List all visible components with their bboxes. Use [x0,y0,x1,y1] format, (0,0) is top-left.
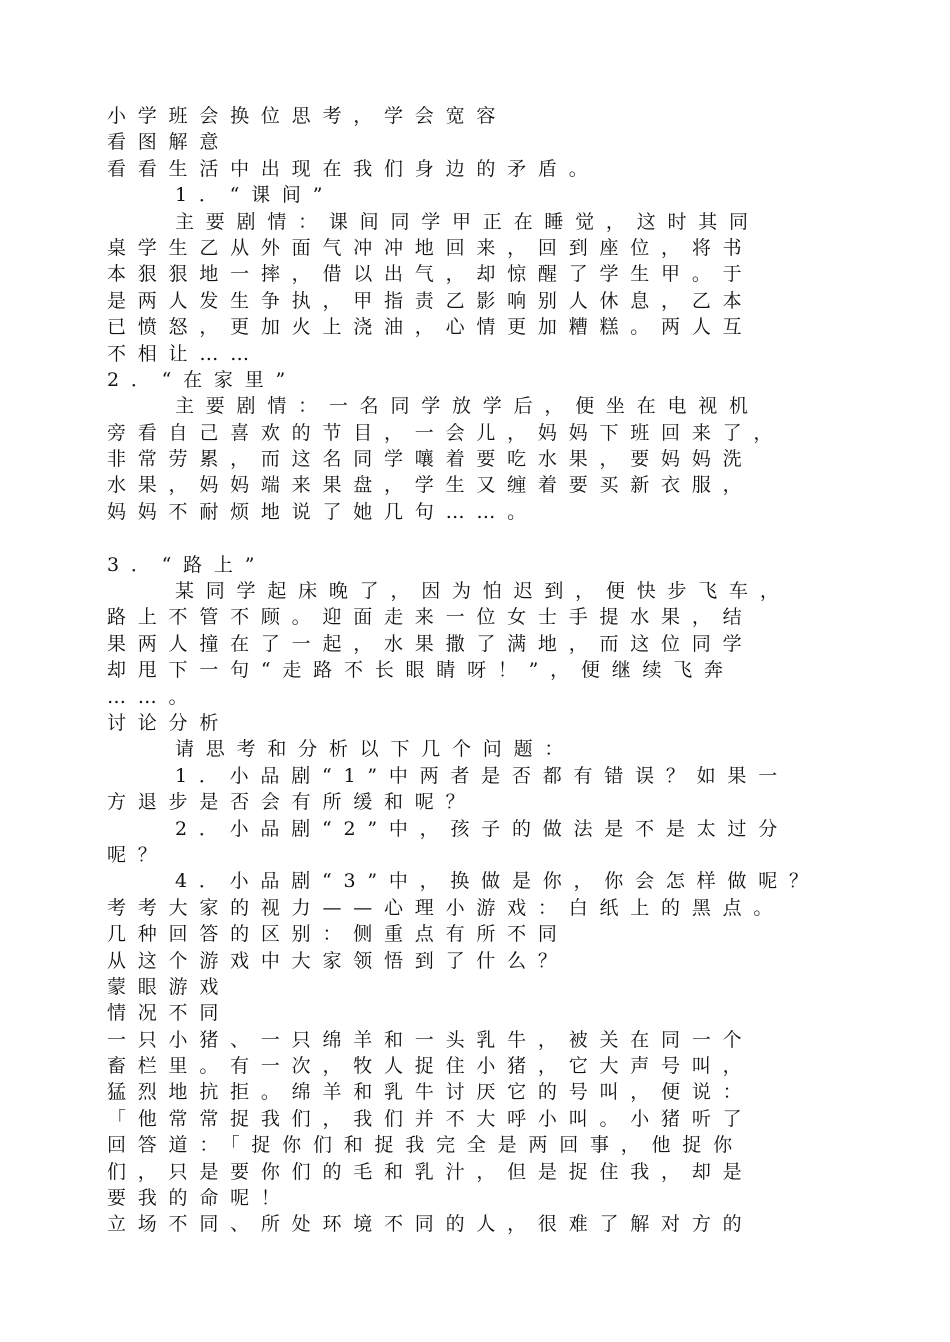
paragraph-line: 们，只是要你们的毛和乳汁，但是捉住我，却是 [107,1160,754,1183]
blank-line [107,525,877,551]
paragraph-line: 水果，妈妈端来果盘，学生又缠着要买新衣服， [107,474,754,497]
paragraph-line: 方退步是否会有所缓和呢？ [107,791,477,814]
paragraph-line: 立场不同、所处环境不同的人，很难了解对方的 [107,1213,754,1236]
question-4: 4．小品剧“3”中，换做是你，你会怎样做呢？ [175,870,820,893]
paragraph-line: ……。 [107,685,200,708]
section-heading-discussion: 讨论分析 [107,711,231,734]
paragraph-line: 不相让…… [107,342,261,365]
paragraph-line: 却甩下一句“走路不长眼睛呀！”，便继续飞奔 [107,659,735,682]
paragraph-line: 一只小猪、一只绵羊和一头乳牛，被关在同一个 [107,1028,754,1051]
paragraph-line: 猛烈地抗拒。绵羊和乳牛讨厌它的号叫，便说： [107,1081,754,1104]
section-heading-kantu: 看图解意 [107,131,231,154]
paragraph-line: 请思考和分析以下几个问题： [175,738,576,761]
paragraph-line: 非常劳累，而这名同学嚷着要吃水果，要妈妈洗 [107,448,754,471]
document-body [107,103,877,1238]
paragraph-line: 从这个游戏中大家领悟到了什么？ [107,949,569,972]
paragraph-line: 考考大家的视力——心理小游戏：白纸上的黑点。 [107,896,785,919]
paragraph-line: 路上不管不顾。迎面走来一位女士手提水果，结 [107,606,754,629]
paragraph-line: 几种回答的区别：侧重点有所不同 [107,923,569,946]
skit-1-heading: 1．“课间” [175,184,335,207]
paragraph-line: 果两人撞在了一起，水果撒了满地，而这位同学 [107,632,754,655]
paragraph-line: 已愤怒，更加火上浇油，心情更加糟糕。两人互 [107,316,754,339]
paragraph-line: 回答道：「捉你们和捉我完全是两回事，他捉你 [107,1134,744,1157]
paragraph-line: 畜栏里。有一次，牧人捉住小猪，它大声号叫， [107,1055,754,1078]
paragraph-line: 呢？ [107,843,169,866]
paragraph-line: 本狠狠地一摔，借以出气，却惊醒了学生甲。于 [107,263,754,286]
paragraph-line: 旁看自己喜欢的节目，一会儿，妈妈下班回来了， [107,421,785,444]
skit-3-heading: 3．“路上” [107,553,267,576]
question-2: 2．小品剧“2”中，孩子的做法是不是太过分 [175,817,789,840]
skit-2-heading: 2．“在家里” [107,368,297,391]
paragraph-line: 某同学起床晚了，因为怕迟到，便快步飞车， [175,580,791,603]
paragraph-line: 主要剧情：一名同学放学后，便坐在电视机 [175,395,760,418]
paragraph-line: 桌学生乙从外面气冲冲地回来，回到座位，将书 [107,236,754,259]
question-1: 1．小品剧“1”中两者是否都有错误？如果一 [175,764,789,787]
paragraph-line: 主要剧情：课间同学甲正在睡觉，这时其同 [175,210,760,233]
section-heading-situation: 情况不同 [107,1002,231,1025]
paragraph-line: 「他常常捉我们，我们并不大呼小叫。小猪听了 [107,1107,754,1130]
paragraph-line: 是两人发生争执，甲指责乙影响别人休息，乙本 [107,289,754,312]
doc-title: 小学班会换位思考，学会宽容 [107,105,508,127]
section-heading-blindfold: 蒙眼游戏 [107,975,231,998]
paragraph-line: 妈妈不耐烦地说了她几句……。 [107,500,538,523]
paragraph-line: 看看生活中出现在我们身边的矛盾。 [107,157,600,180]
paragraph-line: 要我的命呢！ [107,1187,292,1210]
